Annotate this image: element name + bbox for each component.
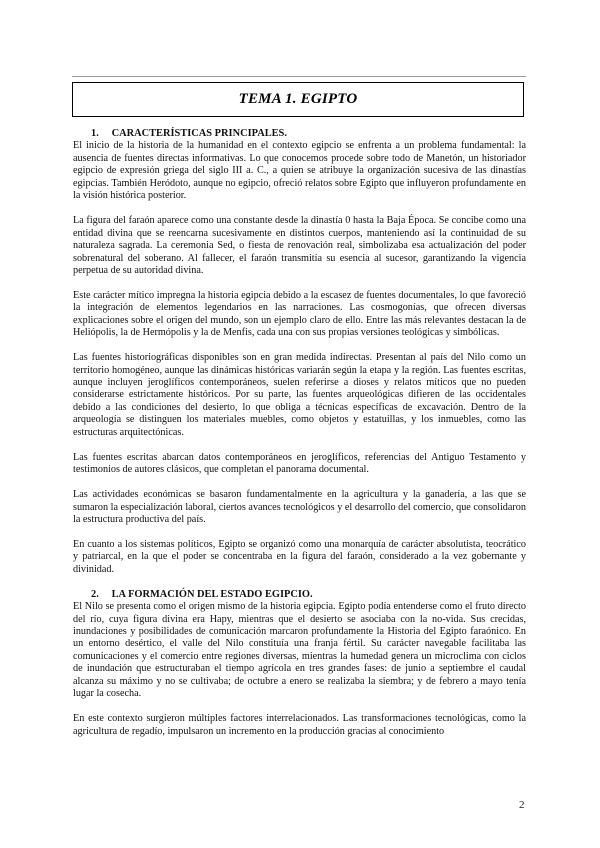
- paragraph: En este contexto surgieron múltiples factores interrelacionados. Las transformaciones tecnológicas, como la agricultura de regadío, impulsaron un incremento en la producción gracias al conocimiento: [73, 713, 526, 737]
- section-number: 1.: [91, 128, 99, 139]
- header-rule: [72, 76, 526, 77]
- paragraph: El Nilo se presenta como el origen mismo de la historia egipcia. Egipto podía entenderse como el fruto directo del río, cuya figura divina era Hapy, mientras que el desierto se asociaba con la no-vida. Sus crecidas, inundaciones y posibilidades de comunicación marcaron profundamente la Historia del Egipto faraónico. En un entorno desértico, el valle del Nilo constituía una franja fértil. Su carácter navegable facilitaba las comunicaciones y el comercio entre regiones diversas, mientras la humedad genera un microclima con ciclos de inundación que estructuraban el tiempo agrícola en tres grandes fases: de junio a septiembre el caudal alcanza su máximo y no se cultivaba; de octubre a enero se realizaba la siembra; y de febrero a mayo tenía lugar la cosecha.: [73, 601, 526, 700]
- paragraph: Este carácter mítico impregna la historia egipcia debido a la escasez de fuentes documentales, lo que favoreció la integración de elementos legendarios en las narraciones. Las cosmogonías, que ofrecen diversas explicaciones sobre el origen del mundo, son un ejemplo claro de ello. Entre las más relevantes destacan la de Heliópolis, la de Hermópolis y la de Menfis, cada una con sus propias versiones teológicas y simbólicas.: [73, 289, 526, 339]
- section-title: LA FORMACIÓN DEL ESTADO EGIPCIO.: [111, 588, 313, 600]
- document-body: [73, 128, 526, 751]
- section-heading-2: [73, 589, 526, 601]
- paragraph: La figura del faraón aparece como una constante desde la dinastía 0 hasta la Baja Época. Se concibe como una entidad divina que se reencarna sucesivamente en distintos cuerpos, manteniendo así la continuidad de su naturaleza sagrada. La ceremonia Sed, o fiesta de renovación real, simbolizaba esa actualización del poder sobrenatural del soberano. Al fallecer, el faraón transmitía su esencia al sucesor, garantizando la vigencia perpetua de su autoridad divina.: [73, 215, 526, 276]
- section-heading-1: [73, 128, 526, 140]
- paragraph: Las actividades económicas se basaron fundamentalmente en la agricultura y la ganadería, a las que se sumaron la especialización laboral, ciertos avances tecnológicos y el desarrollo del comercio, que consolidaron la estructura productiva del país.: [73, 489, 526, 525]
- section-title: CARACTERÍSTICAS PRINCIPALES.: [111, 128, 287, 139]
- page-number: 2: [519, 799, 525, 811]
- section-number: 2.: [91, 588, 99, 600]
- paragraph: Las fuentes escritas abarcan datos contemporáneos en jeroglíficos, referencias del Antiguo Testamento y testimonios de autores clásicos, que completan el panorama documental.: [73, 451, 526, 476]
- title-box: [72, 82, 524, 117]
- paragraph: Las fuentes historiográficas disponibles son en gran medida indirectas. Presentan al país del Nilo como un territorio homogéneo, aunque las dinámicas históricas variarán según la etapa y la región. Las fuentes escritas, aunque incluyen jeroglíficos contemporáneos, suelen referirse a dioses y relatos míticos que no pueden considerarse estrictamente históricos. Por su parte, las fuentes arqueológicas difieren de las occidentales debido a las condiciones del desierto, lo que obliga a técnicas específicas de excavación. Dentro de la arqueología se distinguen los materiales muebles, como objetos y estatuillas, y los inmuebles, como las estructuras arquitectónicas.: [73, 352, 526, 438]
- paragraph: El inicio de la historia de la humanidad en el contexto egipcio se enfrenta a un problema fundamental: la ausencia de fuentes directas informativas. Lo que conocemos procede sobre todo de Manetón, un historiador egipcio de expresión griega del siglo III a. C., a quien se atribuye la organización sucesiva de las dinastías egipcias. También Heródoto, aunque no egipcio, ofreció relatos sobre Egipto que influyeron profundamente en la visión histórica posterior.: [73, 140, 526, 202]
- paragraph: En cuanto a los sistemas políticos, Egipto se organizó como una monarquía de carácter absolutista, teocrático y patriarcal, en la que el poder se concentraba en la figura del faraón, considerado a la vez gobernante y divinidad.: [73, 538, 526, 575]
- document-title: TEMA 1. EGIPTO: [238, 91, 358, 107]
